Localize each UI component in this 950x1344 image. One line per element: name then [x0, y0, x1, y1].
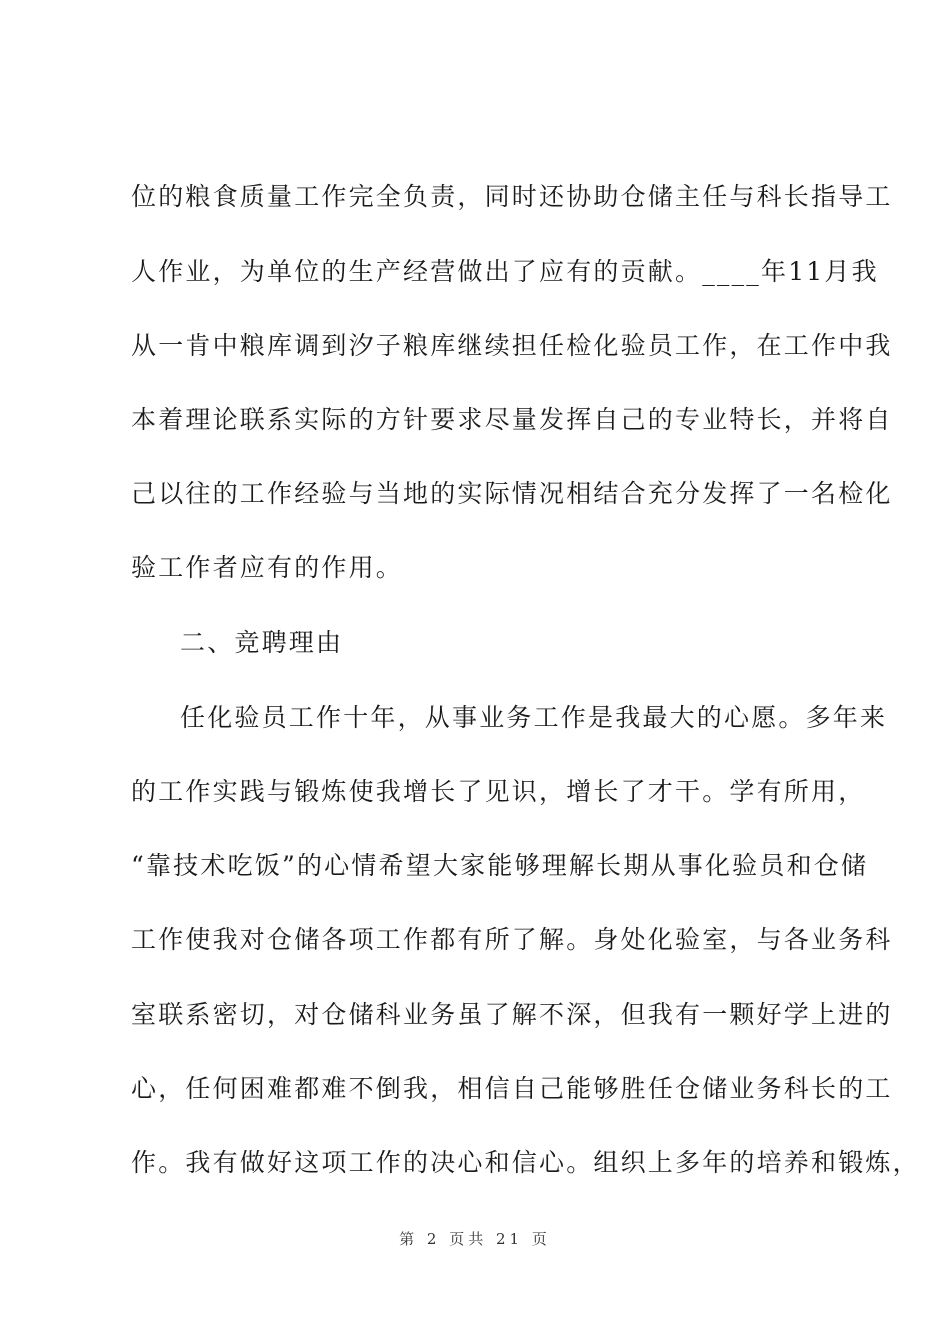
body-line-8: 任化验员工作十年，从事业务工作是我最大的心愿。多年来: [180, 703, 888, 732]
body-line-2: 人作业，为单位的生产经营做出了应有的贡献。____年11月我: [131, 257, 879, 286]
body-line-6: 验工作者应有的作用。: [131, 553, 404, 582]
body-line-3: 从一肯中粮库调到汐子粮库继续担任检化验员工作，在工作中我: [131, 331, 893, 360]
body-line-9: 的工作实践与锻炼使我增长了见识，增长了才干。学有所用，: [131, 777, 866, 806]
body-line-1: 位的粮食质量工作完全负责，同时还协助仓储主任与科长指导工: [131, 182, 893, 211]
body-line-14: 作。我有做好这项工作的决心和信心。组织上多年的培养和锻炼，: [131, 1148, 920, 1177]
body-line-10: “靠技术吃饭”的心情希望大家能够理解长期从事化验员和仓储: [131, 851, 869, 880]
body-line-5: 己以往的工作经验与当地的实际情况相结合充分发挥了一名检化: [131, 479, 893, 508]
page-footer: 第 2 页共 21 页: [399, 1230, 551, 1248]
section-heading: 二、竞聘理由: [180, 628, 344, 657]
body-line-11: 工作使我对仓储各项工作都有所了解。身处化验室，与各业务科: [131, 925, 893, 954]
body-line-13: 心，任何困难都难不倒我，相信自己能够胜任仓储业务科长的工: [131, 1074, 893, 1103]
body-line-4: 本着理论联系实际的方针要求尽量发挥自己的专业特长，并将自: [131, 405, 893, 434]
body-line-12: 室联系密切，对仓储科业务虽了解不深，但我有一颗好学上进的: [131, 1000, 893, 1029]
